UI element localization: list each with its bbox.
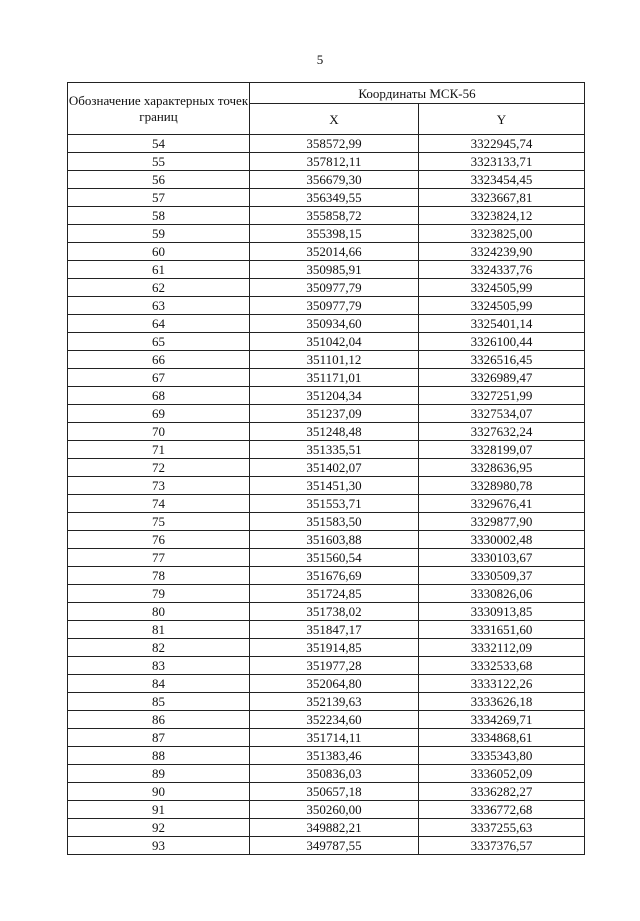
point-number-cell: 84: [68, 675, 250, 693]
x-coordinate-cell: 351738,02: [250, 603, 419, 621]
table-row: [68, 693, 585, 711]
point-number-cell: 92: [68, 819, 250, 837]
y-coordinate-cell: 3326516,45: [419, 351, 585, 369]
point-number-cell: 85: [68, 693, 250, 711]
table-row: [68, 639, 585, 657]
table-row: [68, 189, 585, 207]
table-row: [68, 135, 585, 153]
point-number-cell: 61: [68, 261, 250, 279]
x-coordinate-cell: 351383,46: [250, 747, 419, 765]
y-coordinate-cell: 3323667,81: [419, 189, 585, 207]
y-coordinate-cell: 3323825,00: [419, 225, 585, 243]
x-coordinate-cell: 356349,55: [250, 189, 419, 207]
y-coordinate-cell: 3337376,57: [419, 837, 585, 855]
point-number-cell: 74: [68, 495, 250, 513]
y-coordinate-cell: 3327632,24: [419, 423, 585, 441]
x-coordinate-cell: 349787,55: [250, 837, 419, 855]
table-row: [68, 549, 585, 567]
x-coordinate-cell: 351583,50: [250, 513, 419, 531]
y-coordinate-cell: 3323133,71: [419, 153, 585, 171]
table-row: [68, 369, 585, 387]
point-number-cell: 64: [68, 315, 250, 333]
y-coordinate-cell: 3328199,07: [419, 441, 585, 459]
point-number-cell: 70: [68, 423, 250, 441]
table-row: [68, 243, 585, 261]
x-coordinate-cell: 350260,00: [250, 801, 419, 819]
y-coordinate-cell: 3333626,18: [419, 693, 585, 711]
x-coordinate-cell: 350836,03: [250, 765, 419, 783]
table-row: [68, 711, 585, 729]
x-coordinate-cell: 350657,18: [250, 783, 419, 801]
point-number-cell: 93: [68, 837, 250, 855]
point-number-cell: 75: [68, 513, 250, 531]
x-coordinate-cell: 350977,79: [250, 279, 419, 297]
x-coordinate-cell: 351101,12: [250, 351, 419, 369]
x-coordinate-cell: 351603,88: [250, 531, 419, 549]
x-coordinate-cell: 349882,21: [250, 819, 419, 837]
point-number-cell: 55: [68, 153, 250, 171]
point-number-cell: 89: [68, 765, 250, 783]
point-number-cell: 54: [68, 135, 250, 153]
table-row: [68, 675, 585, 693]
x-coordinate-cell: 351560,54: [250, 549, 419, 567]
y-coordinate-cell: 3326100,44: [419, 333, 585, 351]
x-coordinate-cell: 351451,30: [250, 477, 419, 495]
y-header: Y: [419, 104, 585, 135]
point-number-cell: 60: [68, 243, 250, 261]
y-coordinate-cell: 3331651,60: [419, 621, 585, 639]
y-coordinate-cell: 3327251,99: [419, 387, 585, 405]
x-coordinate-cell: 355858,72: [250, 207, 419, 225]
x-coordinate-cell: 351335,51: [250, 441, 419, 459]
table-row: [68, 729, 585, 747]
y-coordinate-cell: 3325401,14: [419, 315, 585, 333]
point-number-cell: 71: [68, 441, 250, 459]
y-coordinate-cell: 3334269,71: [419, 711, 585, 729]
point-number-cell: 73: [68, 477, 250, 495]
point-number-cell: 59: [68, 225, 250, 243]
table-row: [68, 567, 585, 585]
x-coordinate-cell: 350934,60: [250, 315, 419, 333]
point-number-cell: 82: [68, 639, 250, 657]
point-number-cell: 56: [68, 171, 250, 189]
y-coordinate-cell: 3336052,09: [419, 765, 585, 783]
point-number-cell: 65: [68, 333, 250, 351]
x-coordinate-cell: 358572,99: [250, 135, 419, 153]
x-header: X: [250, 104, 419, 135]
x-coordinate-cell: 355398,15: [250, 225, 419, 243]
y-coordinate-cell: 3324505,99: [419, 279, 585, 297]
y-coordinate-cell: 3329676,41: [419, 495, 585, 513]
y-coordinate-cell: 3322945,74: [419, 135, 585, 153]
table-row: [68, 459, 585, 477]
table-row: [68, 333, 585, 351]
x-coordinate-cell: 351977,28: [250, 657, 419, 675]
point-number-cell: 57: [68, 189, 250, 207]
point-number-cell: 80: [68, 603, 250, 621]
x-coordinate-cell: 350977,79: [250, 297, 419, 315]
y-coordinate-cell: 3337255,63: [419, 819, 585, 837]
point-number-cell: 77: [68, 549, 250, 567]
y-coordinate-cell: 3330002,48: [419, 531, 585, 549]
table-row: [68, 603, 585, 621]
table-row: [68, 801, 585, 819]
x-coordinate-cell: 351402,07: [250, 459, 419, 477]
point-number-cell: 88: [68, 747, 250, 765]
table-row: [68, 405, 585, 423]
table-row: [68, 585, 585, 603]
point-number-cell: 83: [68, 657, 250, 675]
x-coordinate-cell: 352014,66: [250, 243, 419, 261]
table-row: [68, 441, 585, 459]
y-coordinate-cell: 3328636,95: [419, 459, 585, 477]
table-row: [68, 621, 585, 639]
point-number-cell: 91: [68, 801, 250, 819]
x-coordinate-cell: 356679,30: [250, 171, 419, 189]
point-label-header: Обозначение характерных точек границ: [68, 83, 250, 135]
table-body: [68, 135, 585, 855]
y-coordinate-cell: 3332112,09: [419, 639, 585, 657]
point-number-cell: 72: [68, 459, 250, 477]
table-row: [68, 495, 585, 513]
y-coordinate-cell: 3333122,26: [419, 675, 585, 693]
point-number-cell: 79: [68, 585, 250, 603]
y-coordinate-cell: 3323454,45: [419, 171, 585, 189]
x-coordinate-cell: 352139,63: [250, 693, 419, 711]
point-number-cell: 66: [68, 351, 250, 369]
point-number-cell: 76: [68, 531, 250, 549]
table-row: [68, 783, 585, 801]
table-row: [68, 225, 585, 243]
table-row: [68, 423, 585, 441]
table-row: [68, 207, 585, 225]
point-number-cell: 62: [68, 279, 250, 297]
table-row: [68, 261, 585, 279]
x-coordinate-cell: 351237,09: [250, 405, 419, 423]
point-number-cell: 86: [68, 711, 250, 729]
x-coordinate-cell: 351204,34: [250, 387, 419, 405]
table-row: [68, 387, 585, 405]
y-coordinate-cell: 3324505,99: [419, 297, 585, 315]
y-coordinate-cell: 3324239,90: [419, 243, 585, 261]
y-coordinate-cell: 3335343,80: [419, 747, 585, 765]
x-coordinate-cell: 352234,60: [250, 711, 419, 729]
x-coordinate-cell: 351553,71: [250, 495, 419, 513]
table-row: [68, 297, 585, 315]
point-number-cell: 68: [68, 387, 250, 405]
y-coordinate-cell: 3328980,78: [419, 477, 585, 495]
x-coordinate-cell: 351914,85: [250, 639, 419, 657]
y-coordinate-cell: 3332533,68: [419, 657, 585, 675]
x-coordinate-cell: 351714,11: [250, 729, 419, 747]
x-coordinate-cell: 351248,48: [250, 423, 419, 441]
table-row: [68, 315, 585, 333]
y-coordinate-cell: 3330103,67: [419, 549, 585, 567]
page-number: 5: [316, 52, 324, 67]
y-coordinate-cell: 3330826,06: [419, 585, 585, 603]
y-coordinate-cell: 3326989,47: [419, 369, 585, 387]
point-number-cell: 69: [68, 405, 250, 423]
point-number-cell: 67: [68, 369, 250, 387]
y-coordinate-cell: 3336282,27: [419, 783, 585, 801]
table-row: [68, 477, 585, 495]
x-coordinate-cell: 357812,11: [250, 153, 419, 171]
y-coordinate-cell: 3327534,07: [419, 405, 585, 423]
table-row: [68, 279, 585, 297]
y-coordinate-cell: 3336772,68: [419, 801, 585, 819]
y-coordinate-cell: 3323824,12: [419, 207, 585, 225]
y-coordinate-cell: 3334868,61: [419, 729, 585, 747]
table-row: [68, 765, 585, 783]
table-row: [68, 153, 585, 171]
point-number-cell: 78: [68, 567, 250, 585]
point-number-cell: 81: [68, 621, 250, 639]
coord-group-header: Координаты МСК-56: [250, 83, 585, 104]
y-coordinate-cell: 3330509,37: [419, 567, 585, 585]
x-coordinate-cell: 351724,85: [250, 585, 419, 603]
y-coordinate-cell: 3329877,90: [419, 513, 585, 531]
table-row: [68, 837, 585, 855]
point-number-cell: 63: [68, 297, 250, 315]
table-row: [68, 819, 585, 837]
table-row: [68, 531, 585, 549]
y-coordinate-cell: 3324337,76: [419, 261, 585, 279]
table-row: [68, 513, 585, 531]
table-row: [68, 657, 585, 675]
table-row: [68, 747, 585, 765]
table-row: [68, 171, 585, 189]
table-row: [68, 351, 585, 369]
x-coordinate-cell: 351042,04: [250, 333, 419, 351]
coordinates-table: [67, 82, 585, 855]
point-number-cell: 87: [68, 729, 250, 747]
point-number-cell: 90: [68, 783, 250, 801]
x-coordinate-cell: 350985,91: [250, 261, 419, 279]
y-coordinate-cell: 3330913,85: [419, 603, 585, 621]
point-number-cell: 58: [68, 207, 250, 225]
x-coordinate-cell: 351847,17: [250, 621, 419, 639]
x-coordinate-cell: 351171,01: [250, 369, 419, 387]
x-coordinate-cell: 352064,80: [250, 675, 419, 693]
x-coordinate-cell: 351676,69: [250, 567, 419, 585]
